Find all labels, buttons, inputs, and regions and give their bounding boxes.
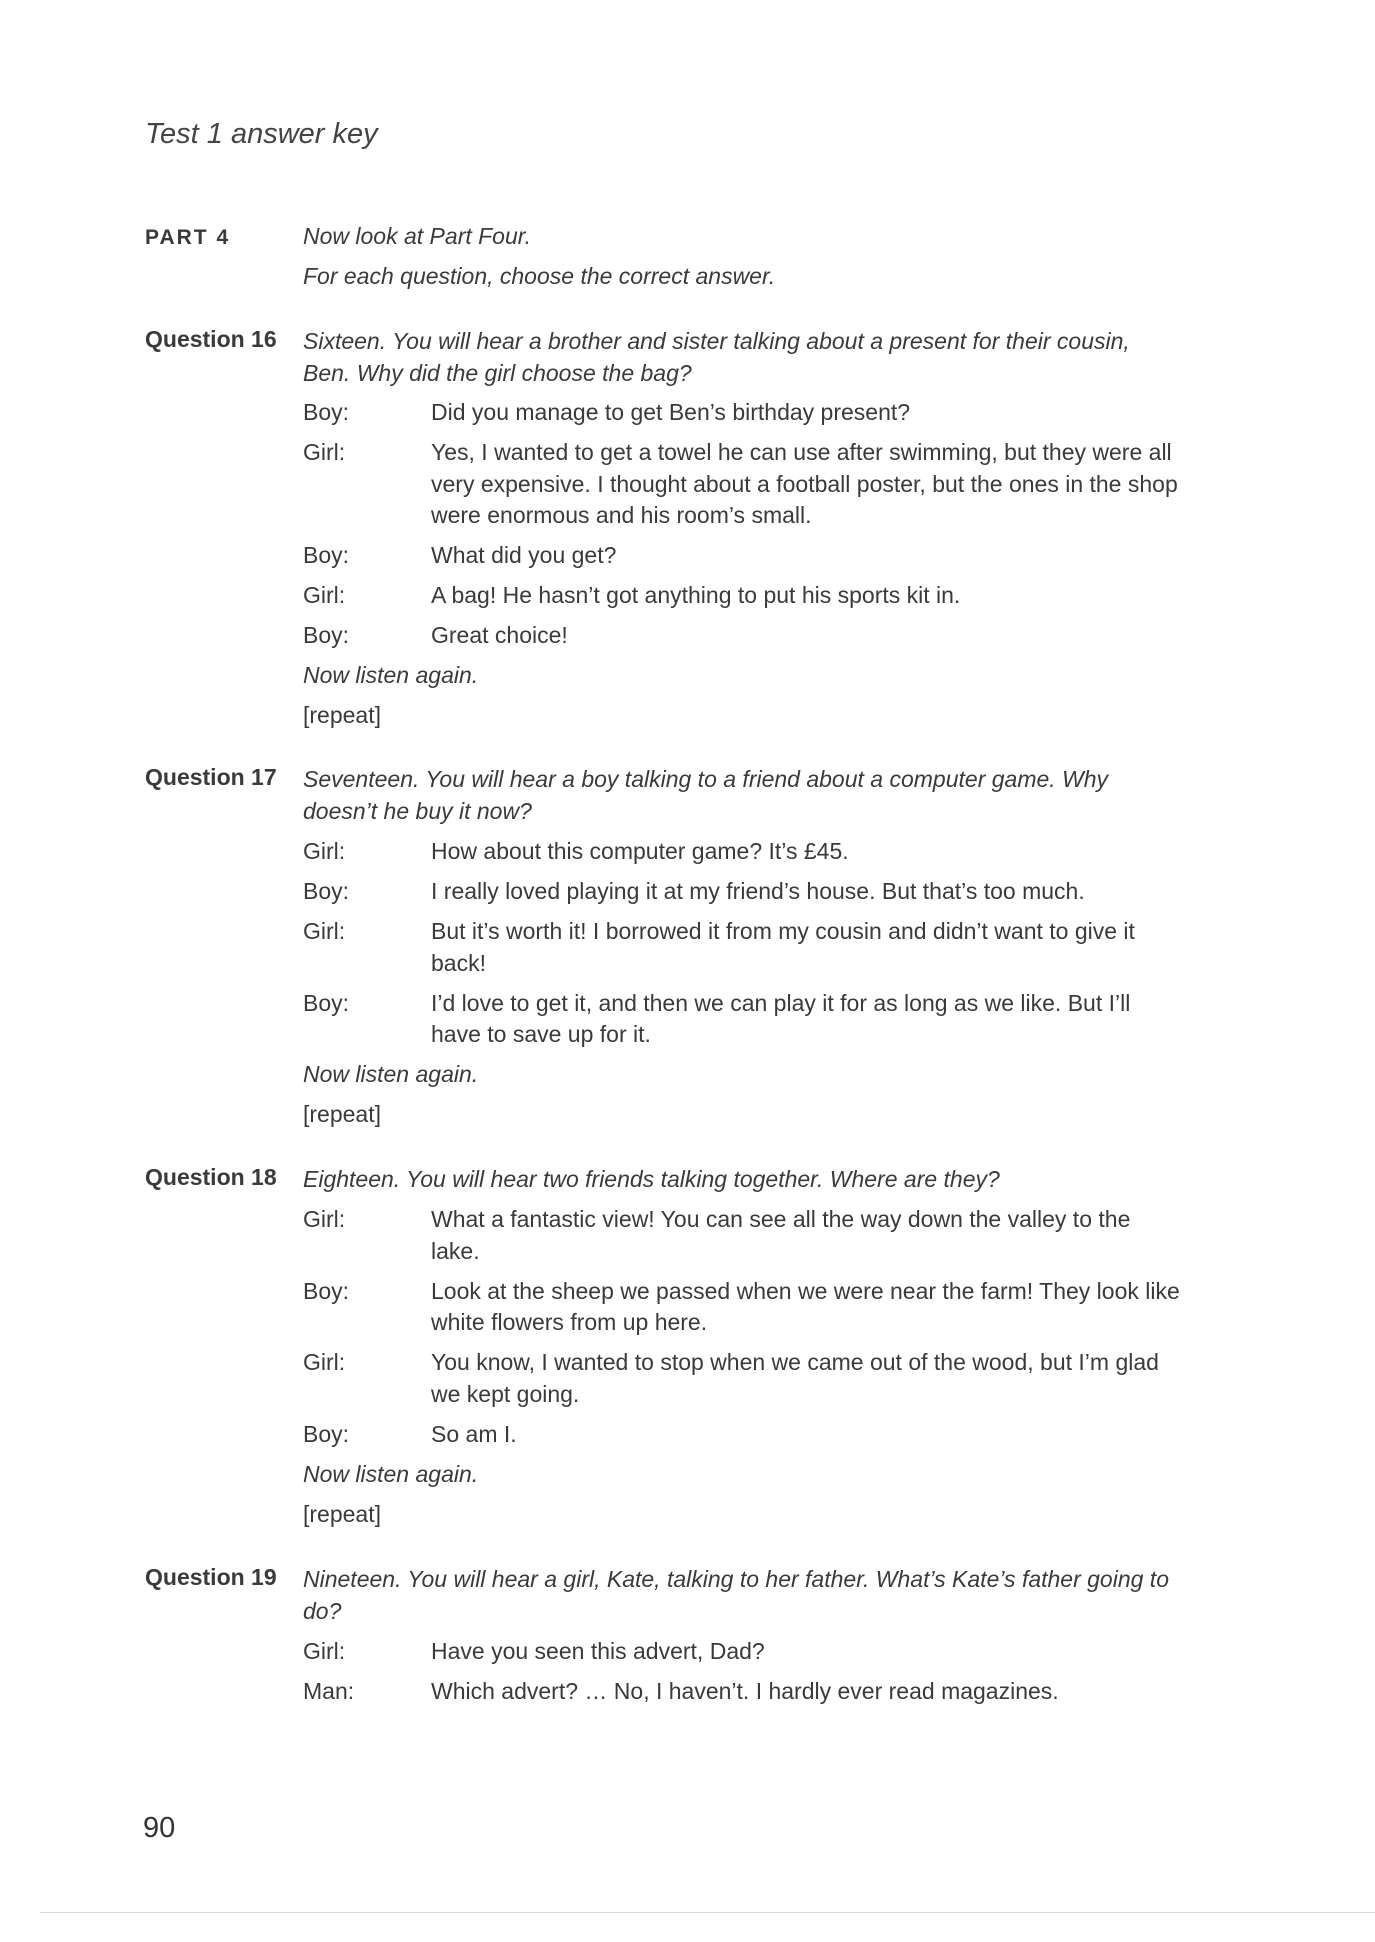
speaker: Boy: xyxy=(303,622,350,648)
utterance: You know, I wanted to stop when we came out of the wood, but I’m glad we kept going. xyxy=(431,1349,1159,1407)
dialogue-turn xyxy=(303,1676,1183,1708)
dialogue-turn xyxy=(303,916,1183,979)
dialogue-turn xyxy=(303,1419,1183,1451)
utterance: Great choice! xyxy=(431,622,568,648)
dialogue-turn xyxy=(303,876,1183,908)
utterance: But it’s worth it! I borrowed it from my cousin and didn’t want to give it back! xyxy=(431,918,1135,976)
dialogue-turn xyxy=(303,988,1183,1051)
utterance: I really loved playing it at my friend’s house. But that’s too much. xyxy=(431,878,1085,904)
question-18-dialogue xyxy=(303,1204,1183,1539)
question-16-prompt: Sixteen. You will hear a brother and sister talking about a present for their cousin, Ben. Why did the girl choose the bag? xyxy=(303,328,1130,386)
utterance: A bag! He hasn’t got anything to put his sports kit in. xyxy=(431,582,961,608)
page-number: 90 xyxy=(143,1812,176,1844)
utterance: I’d love to get it, and then we can play it for as long as we like. But I’ll have to save up for it. xyxy=(431,989,1131,1047)
question-19-label: Question 19 xyxy=(145,1564,277,1590)
speaker: Girl: xyxy=(303,1638,346,1664)
repeat-text: [repeat] xyxy=(303,1101,381,1127)
dialogue-turn xyxy=(303,580,1183,612)
dialogue-turn xyxy=(303,1636,1183,1668)
utterance: Yes, I wanted to get a towel he can use after swimming, but they were all very expensive. I thought about a football poster, but the ones in the shop were enormous and his room’s small. xyxy=(431,439,1178,528)
bottom-divider xyxy=(40,1912,1375,1913)
repeat-text: [repeat] xyxy=(303,1500,381,1527)
page-header: Test 1 answer key xyxy=(145,118,378,150)
part-intro xyxy=(303,221,1203,301)
utterance: What a fantastic view! You can see all the way down the valley to the lake. xyxy=(431,1206,1131,1264)
question-17-label: Question 17 xyxy=(145,764,277,790)
question-16-dialogue xyxy=(303,397,1183,740)
question-18-prompt: Eighteen. You will hear two friends talking together. Where are they? xyxy=(303,1166,1000,1192)
utterance: Which advert? … No, I haven’t. I hardly ever read magazines. xyxy=(431,1678,1059,1704)
dialogue-turn xyxy=(303,540,1183,572)
speaker: Boy: xyxy=(303,878,350,904)
speaker: Girl: xyxy=(303,1349,346,1375)
part-intro-line: Now look at Part Four. xyxy=(303,223,531,249)
dialogue-turn xyxy=(303,620,1183,652)
utterance: How about this computer game? It’s £45. xyxy=(431,838,849,864)
dialogue-turn xyxy=(303,1347,1183,1410)
utterance: Look at the sheep we passed when we were near the farm! They look like white flowers from up here. xyxy=(431,1277,1180,1335)
speaker: Boy: xyxy=(303,542,350,568)
speaker: Girl: xyxy=(303,918,346,944)
utterance: Have you seen this advert, Dad? xyxy=(431,1638,765,1664)
listen-again-text: Now listen again. xyxy=(303,1460,479,1487)
listen-again-text: Now listen again. xyxy=(303,662,479,688)
question-19-prompt: Nineteen. You will hear a girl, Kate, talking to her father. What’s Kate’s father going to do? xyxy=(303,1566,1169,1624)
question-17-dialogue xyxy=(303,836,1183,1139)
speaker: Man: xyxy=(303,1678,355,1704)
utterance: What did you get? xyxy=(431,542,617,568)
speaker: Girl: xyxy=(303,1206,346,1232)
question-17-prompt: Seventeen. You will hear a boy talking to a friend about a computer game. Why doesn’t he buy it now? xyxy=(303,766,1109,824)
utterance: So am I. xyxy=(431,1420,517,1447)
utterance: Did you manage to get Ben’s birthday present? xyxy=(431,399,911,425)
part-intro-line: For each question, choose the correct answer. xyxy=(303,263,776,289)
question-19-dialogue xyxy=(303,1636,1183,1716)
speaker: Boy: xyxy=(303,399,350,425)
listen-again-text: Now listen again. xyxy=(303,1061,479,1087)
speaker: Girl: xyxy=(303,582,346,608)
speaker: Boy: xyxy=(303,989,350,1016)
dialogue-turn xyxy=(303,1276,1183,1339)
speaker: Girl: xyxy=(303,838,346,864)
speaker: Boy: xyxy=(303,1277,350,1304)
dialogue-turn xyxy=(303,1204,1183,1267)
speaker: Boy: xyxy=(303,1420,350,1447)
dialogue-turn xyxy=(303,397,1183,429)
dialogue-turn xyxy=(303,836,1183,868)
repeat-text: [repeat] xyxy=(303,702,381,728)
question-18-label: Question 18 xyxy=(145,1164,277,1190)
part-label: PART 4 xyxy=(145,226,231,249)
question-16-label: Question 16 xyxy=(145,326,277,352)
dialogue-turn xyxy=(303,437,1183,532)
speaker: Girl: xyxy=(303,439,346,465)
